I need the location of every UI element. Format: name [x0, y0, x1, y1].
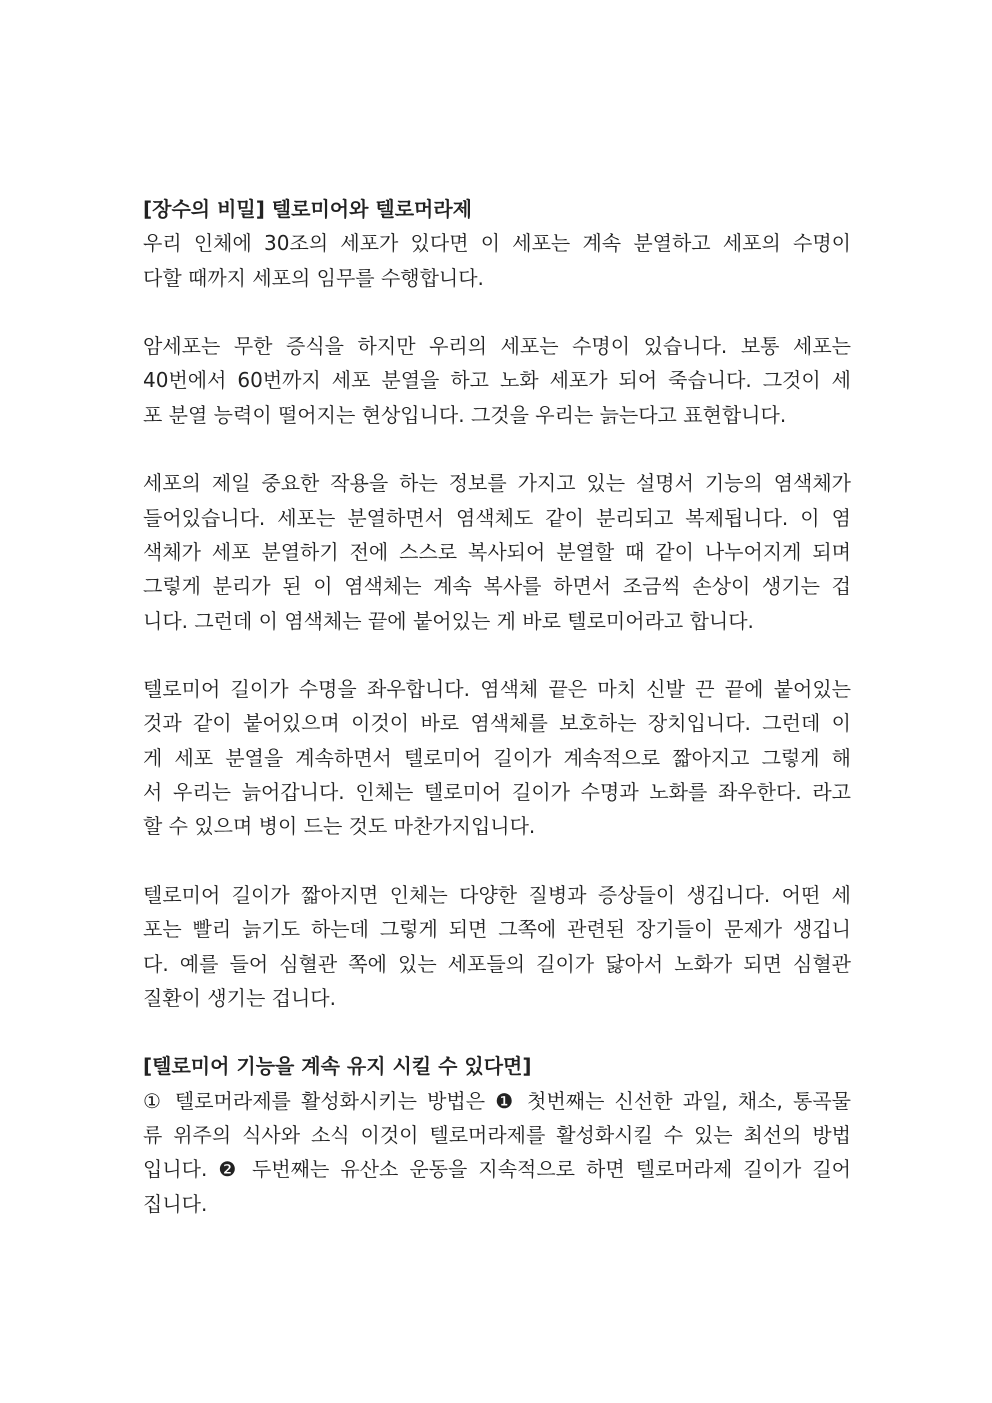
section-telomere-maintenance — [143, 1049, 851, 1220]
paragraph — [143, 672, 851, 843]
text-line: 우리 인체에 30조의 세포가 있다면 이 세포는 계속 분열하고 세포의 수명이 — [143, 231, 851, 256]
text-line: 게 세포 분열을 계속하면서 텔로미어 길이가 계속적으로 짧아지고 그렇게 해 — [143, 745, 851, 770]
paragraph-gap — [143, 1015, 851, 1049]
text-line: 그렇게 분리가 된 이 염색체는 계속 복사를 하면서 조금씩 손상이 생기는 겁 — [143, 574, 851, 599]
paragraph — [143, 1084, 851, 1221]
text-line: 할 수 있으며 병이 드는 것도 마찬가지입니다. — [143, 814, 536, 839]
text-line: 암세포는 무한 증식을 하지만 우리의 세포는 수명이 있습니다. 보통 세포는 — [143, 334, 851, 359]
section-heading: [장수의 비밀] 텔로미어와 텔로머라제 — [143, 197, 472, 221]
text-line: 40번에서 60번까지 세포 분열을 하고 노화 세포가 되어 죽습니다. 그것이 세 — [143, 368, 851, 393]
document-page — [143, 192, 851, 1221]
section-longevity-secret — [143, 192, 851, 1049]
paragraph-gap — [143, 432, 851, 466]
section-heading: [텔로미어 기능을 계속 유지 시킬 수 있다면] — [143, 1054, 532, 1079]
text-line: 입니다. ❷ 두번째는 유산소 운동을 지속적으로 하면 텔로머라제 길이가 길어 — [143, 1157, 851, 1182]
text-line: 포는 빨리 늙기도 하는데 그렇게 되면 그쪽에 관련된 장기들이 문제가 생깁니 — [143, 917, 851, 942]
text-line: 텔로미어 길이가 수명을 좌우합니다. 염색체 끝은 마치 신발 끈 끝에 붙어있는 — [143, 677, 851, 702]
text-line: 들어있습니다. 세포는 분열하면서 염색체도 같이 분리되고 복제됩니다. 이 염 — [143, 505, 851, 530]
text-line: 세포의 제일 중요한 작용을 하는 정보를 가지고 있는 설명서 기능의 염색체가 — [143, 471, 851, 496]
paragraph-gap — [143, 844, 851, 878]
text-line: 색체가 세포 분열하기 전에 스스로 복사되어 분열할 때 같이 나누어지게 되며 — [143, 539, 851, 564]
text-line: 집니다. — [143, 1191, 208, 1216]
text-line: 다. 예를 들어 심혈관 쪽에 있는 세포들의 길이가 닳아서 노화가 되면 심혈관 — [143, 951, 851, 976]
text-line: 텔로미어 길이가 짧아지면 인체는 다양한 질병과 증상들이 생깁니다. 어떤 세 — [143, 882, 851, 907]
paragraph — [143, 329, 851, 432]
text-line: 포 분열 능력이 떨어지는 현상입니다. 그것을 우리는 늙는다고 표현합니다. — [143, 402, 787, 427]
paragraph — [143, 878, 851, 1015]
paragraph — [143, 466, 851, 637]
text-line: 다할 때까지 세포의 임무를 수행합니다. — [143, 265, 484, 290]
text-line: ① 텔로머라제를 활성화시키는 방법은 ❶ 첫번째는 신선한 과일, 채소, 통곡물 — [143, 1088, 851, 1113]
text-line: 니다. 그런데 이 염색체는 끝에 붙어있는 게 바로 텔로미어라고 합니다. — [143, 608, 754, 633]
paragraph-gap — [143, 295, 851, 329]
text-line: 서 우리는 늙어갑니다. 인체는 텔로미어 길이가 수명과 노화를 좌우한다. 라고 — [143, 780, 851, 805]
paragraph — [143, 226, 851, 295]
paragraph-gap — [143, 638, 851, 672]
text-line: 류 위주의 식사와 소식 이것이 텔로머라제를 활성화시킬 수 있는 최선의 방법 — [143, 1123, 851, 1148]
text-line: 것과 같이 붙어있으며 이것이 바로 염색체를 보호하는 장치입니다. 그런데 이 — [143, 711, 851, 736]
text-line: 질환이 생기는 겁니다. — [143, 985, 336, 1010]
